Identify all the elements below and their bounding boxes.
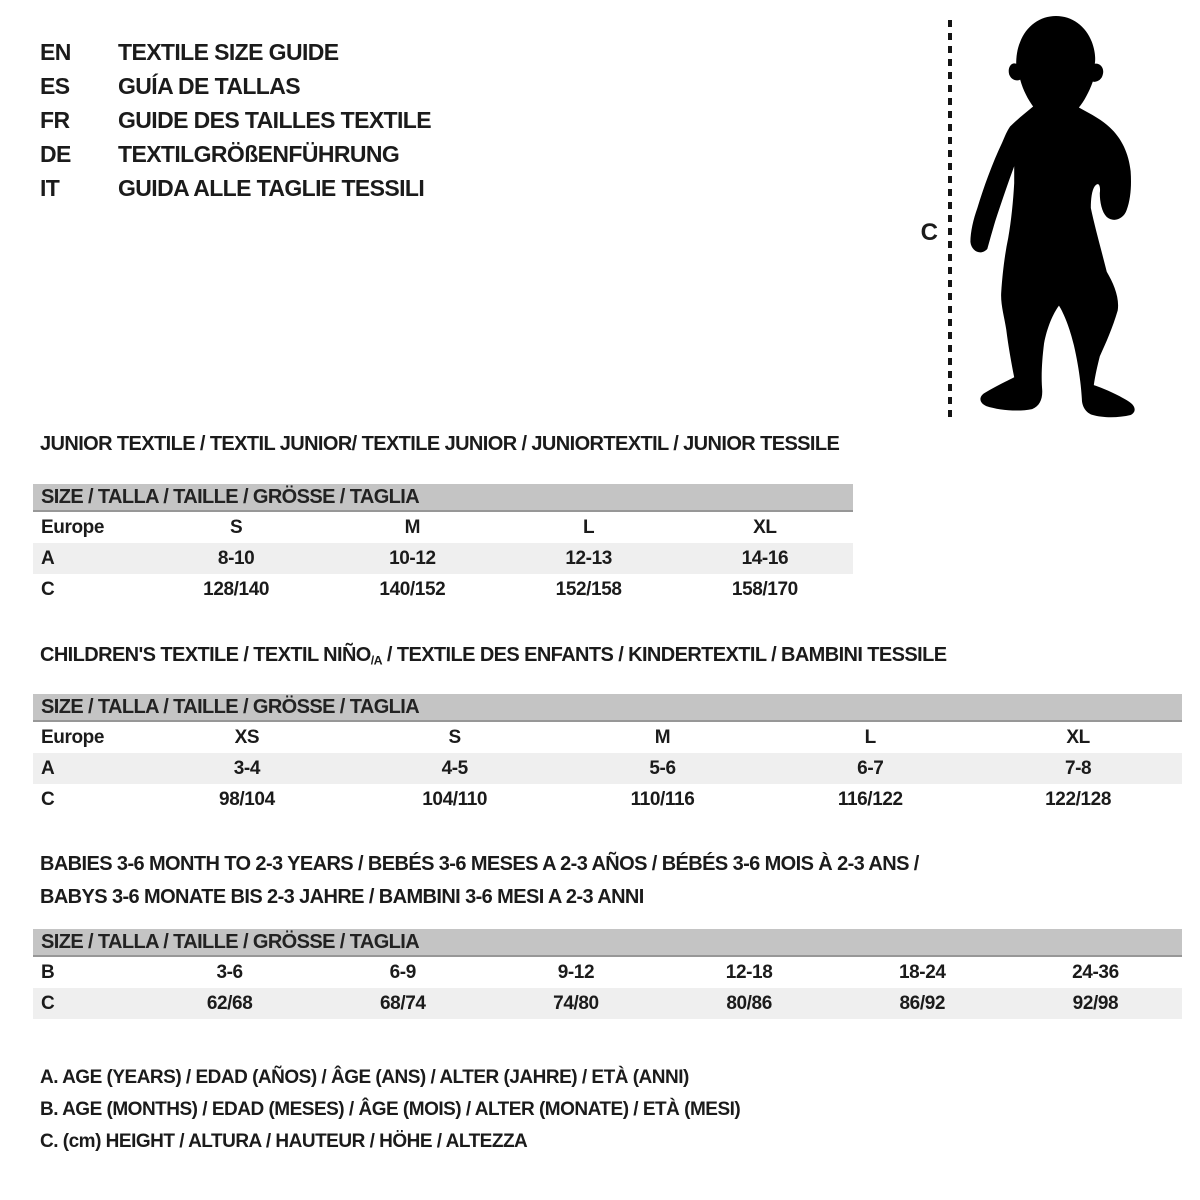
- value-cell: 116/122: [837, 788, 903, 810]
- language-code: DE: [40, 140, 71, 167]
- size-cell: M: [404, 516, 421, 538]
- size-cell: L: [864, 726, 876, 748]
- legend-line-b: B. AGE (MONTHS) / EDAD (MESES) / ÂGE (MOIS) / ALTER (MONATE) / ETÀ (MESI): [40, 1099, 741, 1120]
- value-cell: 104/110: [422, 788, 488, 810]
- table-row-age: [33, 543, 853, 574]
- value-cell: 158/170: [731, 578, 798, 600]
- section-title-children-sub: /A: [370, 653, 382, 668]
- table-row-height: [33, 988, 1182, 1019]
- value-cell: 128/140: [203, 578, 270, 600]
- value-cell: 110/116: [630, 788, 695, 810]
- value-cell: 140/152: [379, 578, 446, 600]
- row-label: A: [41, 757, 55, 779]
- legend: [40, 1062, 740, 1158]
- language-row: [40, 103, 431, 137]
- language-label: TEXTILGRÖßENFÜHRUNG: [118, 140, 400, 167]
- language-label: GUIDA ALLE TAGLIE TESSILI: [118, 174, 425, 201]
- language-code: EN: [40, 38, 71, 65]
- value-cell: 68/74: [379, 992, 426, 1014]
- value-cell: 62/68: [206, 992, 253, 1014]
- language-row: [40, 35, 431, 69]
- value-cell: 7-8: [1064, 757, 1092, 779]
- table-row-height: [33, 574, 853, 605]
- language-label: GUIDE DES TAILLES TEXTILE: [118, 106, 431, 133]
- value-cell: 122/128: [1045, 788, 1112, 810]
- value-cell: 4-5: [441, 757, 468, 779]
- size-cell: L: [583, 516, 595, 538]
- value-cell: 6-9: [389, 961, 416, 983]
- section-title-babies-line1: BABIES 3-6 MONTH TO 2-3 YEARS / BEBÉS 3-6 MESES A 2-3 AÑOS / BÉBÉS 3-6 MOIS À 2-3 ANS /: [40, 853, 919, 875]
- size-cell: S: [229, 516, 243, 538]
- section-title-children-prefix: CHILDREN'S TEXTILE / TEXTIL NIÑO: [40, 644, 371, 666]
- value-cell: 74/80: [553, 992, 599, 1014]
- table-row-europe: [33, 512, 853, 543]
- language-label: GUÍA DE TALLAS: [118, 72, 300, 99]
- height-measure-line: [948, 20, 952, 417]
- value-cell: 18-24: [898, 961, 946, 983]
- value-cell: 14-16: [741, 547, 789, 569]
- language-row: [40, 69, 431, 103]
- value-cell: 3-4: [233, 757, 261, 779]
- size-cell: S: [448, 726, 461, 748]
- size-cell: XL: [1066, 726, 1090, 748]
- section-title-babies-line2: BABYS 3-6 MONATE BIS 2-3 JAHRE / BAMBINI 3-6 MESI A 2-3 ANNI: [40, 886, 644, 908]
- value-cell: 10-12: [389, 547, 436, 569]
- language-row: [40, 137, 431, 171]
- value-cell: 5-6: [649, 757, 676, 779]
- language-list: [40, 35, 431, 205]
- table-row-height: [33, 784, 1182, 815]
- language-label: TEXTILE SIZE GUIDE: [118, 38, 339, 65]
- value-cell: 12-18: [725, 961, 773, 983]
- value-cell: 86/92: [899, 992, 946, 1014]
- value-cell: 80/86: [726, 992, 772, 1014]
- row-label: C: [41, 788, 55, 810]
- row-label: C: [41, 992, 55, 1014]
- value-cell: 8-10: [217, 547, 255, 569]
- value-cell: 24-36: [1072, 961, 1119, 983]
- section-title-junior: JUNIOR TEXTILE / TEXTIL JUNIOR/ TEXTILE JUNIOR / JUNIORTEXTIL / JUNIOR TESSILE: [40, 433, 840, 455]
- size-header-bar: SIZE / TALLA / TAILLE / GRÖSSE / TAGLIA: [33, 929, 1182, 957]
- size-cell: XL: [753, 516, 777, 538]
- value-cell: 152/158: [555, 578, 622, 600]
- table-row-age: [33, 753, 1182, 784]
- language-row: [40, 171, 431, 205]
- value-cell: 12-13: [565, 547, 612, 569]
- section-title-children: [40, 642, 946, 673]
- row-label: Europe: [41, 516, 105, 538]
- value-cell: 6-7: [857, 757, 884, 779]
- row-label: B: [41, 961, 55, 983]
- toddler-silhouette-icon: [956, 6, 1156, 424]
- table-row-europe: [33, 722, 1182, 753]
- value-cell: 92/98: [1072, 992, 1119, 1014]
- legend-line-c: C. (cm) HEIGHT / ALTURA / HAUTEUR / HÖHE / ALTEZZA: [40, 1131, 528, 1152]
- size-header-bar: SIZE / TALLA / TAILLE / GRÖSSE / TAGLIA: [33, 484, 853, 512]
- size-cell: XS: [234, 726, 260, 748]
- row-label: A: [41, 547, 55, 569]
- junior-size-table: [33, 484, 853, 605]
- section-title-children-suffix: / TEXTILE DES ENFANTS / KINDERTEXTIL / BAMBINI TESSILE: [381, 644, 947, 666]
- language-code: FR: [40, 106, 70, 133]
- size-header-bar: SIZE / TALLA / TAILLE / GRÖSSE / TAGLIA: [33, 694, 1182, 722]
- size-cell: M: [654, 726, 671, 748]
- row-label: Europe: [41, 726, 105, 748]
- legend-line-a: A. AGE (YEARS) / EDAD (AÑOS) / ÂGE (ANS) / ALTER (JAHRE) / ETÀ (ANNI): [40, 1067, 689, 1088]
- children-size-table: [33, 694, 1182, 815]
- height-measure-label: C: [920, 219, 938, 246]
- value-cell: 9-12: [557, 961, 595, 983]
- value-cell: 98/104: [219, 788, 275, 810]
- table-row-age-months: [33, 957, 1182, 988]
- row-label: C: [41, 578, 55, 600]
- language-code: ES: [40, 72, 70, 99]
- babies-size-table: [33, 929, 1182, 1019]
- language-code: IT: [40, 174, 60, 201]
- value-cell: 3-6: [216, 961, 243, 983]
